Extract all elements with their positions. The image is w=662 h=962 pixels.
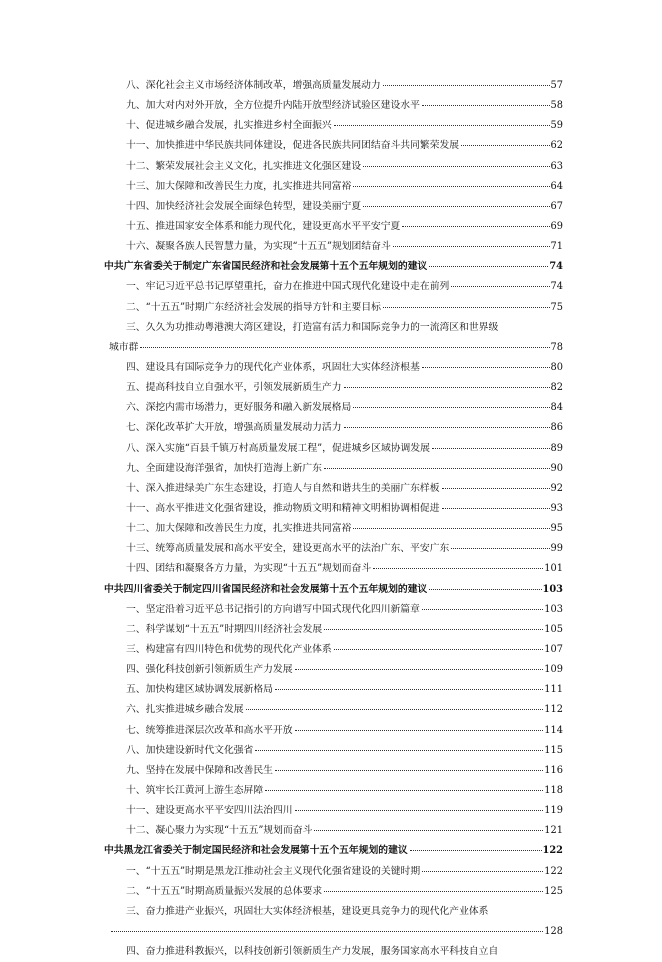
toc-entry[interactable] <box>0 942 662 962</box>
dot-leader <box>373 568 543 569</box>
toc-page-number: 119 <box>544 805 563 817</box>
dot-leader <box>422 871 543 872</box>
toc-page-number: 111 <box>544 684 563 696</box>
toc-page-number: 114 <box>544 724 563 736</box>
toc-entry[interactable] <box>0 378 662 398</box>
toc-entry[interactable] <box>0 177 662 197</box>
toc-page-number: 122 <box>544 865 563 877</box>
toc-entry[interactable] <box>0 116 662 136</box>
dot-leader <box>422 105 550 106</box>
toc-page-number: 103 <box>544 603 563 615</box>
toc-entry-title: 中共广东省委关于制定广东省国民经济和社会发展第十五个五年规划的建议 <box>104 261 428 273</box>
toc-entry[interactable] <box>0 237 662 257</box>
toc-entry-title: 三、久久为功推动粤港澳大湾区建设，打造富有活力和国际竞争力的一流湾区和世界级 <box>126 321 499 333</box>
toc-page-number: 74 <box>550 281 563 293</box>
dot-leader <box>295 730 544 731</box>
dot-leader <box>442 488 550 489</box>
toc-entry-title: 五、提高科技自立自强水平，引领发展新质生产力 <box>126 382 342 394</box>
toc-entry-title: 八、深入实施“百县千镇万村高质量发展工程”，促进城乡区域协调发展 <box>126 442 430 454</box>
toc-entry[interactable] <box>0 439 662 459</box>
toc-entry-title: 二、“十五五”时期高质量振兴发展的总体要求 <box>126 885 323 897</box>
toc-page-number: 99 <box>550 543 563 555</box>
toc-page-number: 89 <box>550 442 563 454</box>
dot-leader <box>422 367 550 368</box>
toc-page-number: 69 <box>550 220 563 232</box>
dot-leader <box>353 186 549 187</box>
toc-entry-title: 中共黑龙江省委关于制定国民经济和社会发展第十五个五年规划的建议 <box>104 845 408 857</box>
dot-leader <box>265 790 543 791</box>
toc-page-number: 93 <box>550 502 563 514</box>
toc-entry-title: 九、加大对内对外开放，全方位提升内陆开放型经济试验区建设水平 <box>126 100 420 112</box>
dot-leader <box>344 387 550 388</box>
toc-page-number: 112 <box>544 704 563 716</box>
toc-entry-title: 五、加快构建区域协调发展新格局 <box>126 684 273 696</box>
toc-entry[interactable] <box>0 640 662 660</box>
toc-entry-title: 十一、建设更高水平平安四川法治四川 <box>126 805 293 817</box>
toc-entry-continuation <box>109 922 563 942</box>
dot-leader <box>111 931 543 932</box>
toc-entry-title: 十、筑牢长江黄河上游生态屏障 <box>126 784 264 796</box>
toc-page-number: 82 <box>550 382 563 394</box>
dot-leader <box>383 307 550 308</box>
dot-leader <box>344 427 550 428</box>
toc-entry[interactable] <box>0 781 662 801</box>
toc-entry-title: 十一、高水平推进文化强省建设，推动物质文明和精神文明相协调相促进 <box>126 502 440 514</box>
toc-entry-title: 八、深化社会主义市场经济体制改革，增强高质量发展动力 <box>126 80 381 91</box>
toc-entry[interactable] <box>0 136 662 156</box>
toc-page-number: 118 <box>544 784 563 796</box>
toc-page-number: 80 <box>550 361 563 373</box>
toc-entry[interactable] <box>0 559 662 579</box>
toc-page-number: 92 <box>550 482 563 494</box>
toc-entry-title: 七、统筹推进深层次改革和高水平开放 <box>126 724 293 736</box>
toc-entry[interactable] <box>0 96 662 116</box>
dot-leader <box>402 226 549 227</box>
toc-entry-title-continued: 城市群 <box>109 341 139 353</box>
toc-entry[interactable] <box>0 418 662 438</box>
toc-entry[interactable] <box>0 76 662 96</box>
toc-page-number: 109 <box>544 664 563 676</box>
dot-leader <box>353 528 549 529</box>
toc-entry[interactable] <box>0 902 662 942</box>
toc-entry[interactable] <box>0 318 662 358</box>
dot-leader <box>295 669 544 670</box>
toc-entry[interactable] <box>0 862 662 882</box>
toc-entry[interactable] <box>0 298 662 318</box>
toc-entry[interactable] <box>0 277 662 297</box>
toc-entry-title: 四、奋力推进科教振兴，以科技创新引领新质生产力发展，服务国家高水平科技自立自 <box>126 946 499 958</box>
dot-leader <box>410 850 542 851</box>
toc-entry-title: 四、强化科技创新引领新质生产力发展 <box>126 664 293 676</box>
toc-entry-title: 十二、繁荣发展社会主义文化，扎实推进文化强区建设 <box>126 160 362 172</box>
dot-leader <box>275 689 543 690</box>
dot-leader <box>295 810 544 811</box>
toc-entry[interactable] <box>0 519 662 539</box>
toc-page-number: 105 <box>544 623 563 635</box>
toc-entry-title: 三、构建富有四川特色和优势的现代化产业体系 <box>126 643 332 655</box>
toc-entry[interactable] <box>0 761 662 781</box>
dot-leader <box>363 166 549 167</box>
dot-leader <box>422 609 543 610</box>
toc-entry[interactable] <box>0 539 662 559</box>
dot-leader <box>429 266 548 267</box>
dot-leader <box>451 286 549 287</box>
dot-leader <box>246 709 544 710</box>
toc-page-number: 78 <box>550 341 563 353</box>
toc-page-number: 58 <box>550 100 563 112</box>
toc-entry-title: 十四、团结和凝聚各方力量，为实现“十五五”规划而奋斗 <box>126 563 372 575</box>
table-of-contents <box>0 76 662 962</box>
toc-page-number: 115 <box>544 744 563 756</box>
dot-leader <box>334 125 550 126</box>
toc-entry-title: 中共四川省委关于制定四川省国民经济和社会发展第十五个五年规划的建议 <box>104 583 428 595</box>
toc-page-number: 75 <box>550 301 563 313</box>
toc-entry[interactable] <box>0 821 662 841</box>
toc-entry-title: 七、深化改革扩大开放，增强高质量发展动力活力 <box>126 422 342 434</box>
toc-page-number: 103 <box>542 583 563 595</box>
toc-entry[interactable] <box>0 680 662 700</box>
toc-entry[interactable] <box>0 882 662 902</box>
toc-page-number: 116 <box>544 764 563 776</box>
toc-page-number: 122 <box>542 845 563 857</box>
toc-entry[interactable] <box>0 398 662 418</box>
toc-entry-title: 二、“十五五”时期广东经济社会发展的指导方针和主要目标 <box>126 301 381 313</box>
toc-page-number: 121 <box>544 825 563 837</box>
dot-leader <box>275 770 543 771</box>
toc-entry[interactable] <box>0 157 662 177</box>
toc-entry-title: 十、促进城乡融合发展，扎实推进乡村全面振兴 <box>126 120 332 132</box>
toc-page-number: 57 <box>550 80 563 91</box>
toc-entry[interactable] <box>0 620 662 640</box>
toc-entry[interactable] <box>0 499 662 519</box>
dot-leader <box>255 750 543 751</box>
toc-entry[interactable] <box>0 600 662 620</box>
toc-page-number: 86 <box>550 422 563 434</box>
toc-page-number: 101 <box>544 563 563 575</box>
toc-page-number: 59 <box>550 120 563 132</box>
toc-entry-title: 十三、统筹高质量发展和高水平安全，建设更高水平的法治广东、平安广东 <box>126 543 450 555</box>
dot-leader <box>363 206 549 207</box>
toc-page-number: 71 <box>550 241 563 253</box>
toc-section-heading[interactable] <box>0 580 662 600</box>
dot-leader <box>432 448 550 449</box>
toc-page-number: 90 <box>550 462 563 474</box>
toc-page-number: 63 <box>550 160 563 172</box>
dot-leader <box>324 468 550 469</box>
toc-entry-title: 八、加快建设新时代文化强省 <box>126 744 254 756</box>
toc-entry-title: 十、深入推进绿美广东生态建设，打造人与自然和谐共生的美丽广东样板 <box>126 482 440 494</box>
dot-leader <box>324 629 543 630</box>
toc-entry[interactable] <box>0 741 662 761</box>
dot-leader <box>314 830 543 831</box>
toc-entry-title: 十六、凝聚各族人民智慧力量，为实现“十五五”规划团结奋斗 <box>126 241 391 253</box>
dot-leader <box>451 548 549 549</box>
toc-page-number: 125 <box>544 885 563 897</box>
toc-section-heading[interactable] <box>0 841 662 861</box>
toc-entry-title: 十二、加大保障和改善民生力度，扎实推进共同富裕 <box>126 523 352 535</box>
toc-entry-title: 二、科学谋划“十五五”时期四川经济社会发展 <box>126 623 323 635</box>
toc-entry-title: 十二、凝心聚力为实现“十五五”规划而奋斗 <box>126 825 313 837</box>
dot-leader <box>393 246 550 247</box>
dot-leader <box>383 85 550 86</box>
toc-entry[interactable] <box>0 459 662 479</box>
dot-leader <box>324 891 543 892</box>
toc-entry[interactable] <box>0 197 662 217</box>
toc-entry-title: 十三、加大保障和改善民生力度，扎实推进共同富裕 <box>126 180 352 192</box>
toc-entry-title: 九、坚持在发展中保障和改善民生 <box>126 764 273 776</box>
dot-leader <box>353 407 549 408</box>
toc-entry-title: 六、深挖内需市场潜力，更好服务和融入新发展格局 <box>126 402 352 414</box>
toc-section-heading[interactable] <box>0 257 662 277</box>
toc-page-number: 84 <box>550 402 563 414</box>
toc-entry-title: 一、“十五五”时期是黑龙江推动社会主义现代化强省建设的关键时期 <box>126 865 421 877</box>
toc-entry[interactable] <box>0 700 662 720</box>
toc-entry-title: 六、扎实推进城乡融合发展 <box>126 704 244 716</box>
toc-page-number: 107 <box>544 643 563 655</box>
dot-leader <box>461 145 549 146</box>
toc-entry[interactable] <box>0 801 662 821</box>
toc-entry-continuation <box>109 338 563 358</box>
dot-leader <box>429 589 541 590</box>
toc-entry-title: 十四、加快经济社会发展全面绿色转型，建设美丽宁夏 <box>126 200 362 212</box>
toc-entry-title: 九、全面建设海洋强省，加快打造海上新广东 <box>126 462 322 474</box>
toc-entry[interactable] <box>0 479 662 499</box>
toc-entry-title: 一、坚定沿着习近平总书记指引的方向谱写中国式现代化四川新篇章 <box>126 603 420 615</box>
toc-entry-title: 十一、加快推进中华民族共同体建设，促进各民族共同团结奋斗共同繁荣发展 <box>126 140 460 152</box>
toc-entry-title: 四、建设具有国际竞争力的现代化产业体系，巩固壮大实体经济根基 <box>126 361 420 373</box>
dot-leader <box>442 508 550 509</box>
toc-entry-title: 一、牢记习近平总书记厚望重托，奋力在推进中国式现代化建设中走在前列 <box>126 281 450 293</box>
toc-entry[interactable] <box>0 660 662 680</box>
toc-entry-title: 三、奋力推进产业振兴，巩固壮大实体经济根基，建设更具竞争力的现代化产业体系 <box>126 905 489 917</box>
toc-page-number: 64 <box>550 180 563 192</box>
dot-leader <box>140 347 549 348</box>
toc-entry[interactable] <box>0 217 662 237</box>
toc-page-number: 128 <box>544 925 563 937</box>
toc-entry-title: 十五、推进国家安全体系和能力现代化，建设更高水平平安宁夏 <box>126 220 401 232</box>
toc-entry[interactable] <box>0 358 662 378</box>
toc-page-number: 67 <box>550 200 563 212</box>
dot-leader <box>334 649 544 650</box>
toc-page-number: 74 <box>549 261 563 273</box>
toc-page-number: 95 <box>550 523 563 535</box>
toc-page-number: 62 <box>550 140 563 152</box>
toc-entry[interactable] <box>0 721 662 741</box>
